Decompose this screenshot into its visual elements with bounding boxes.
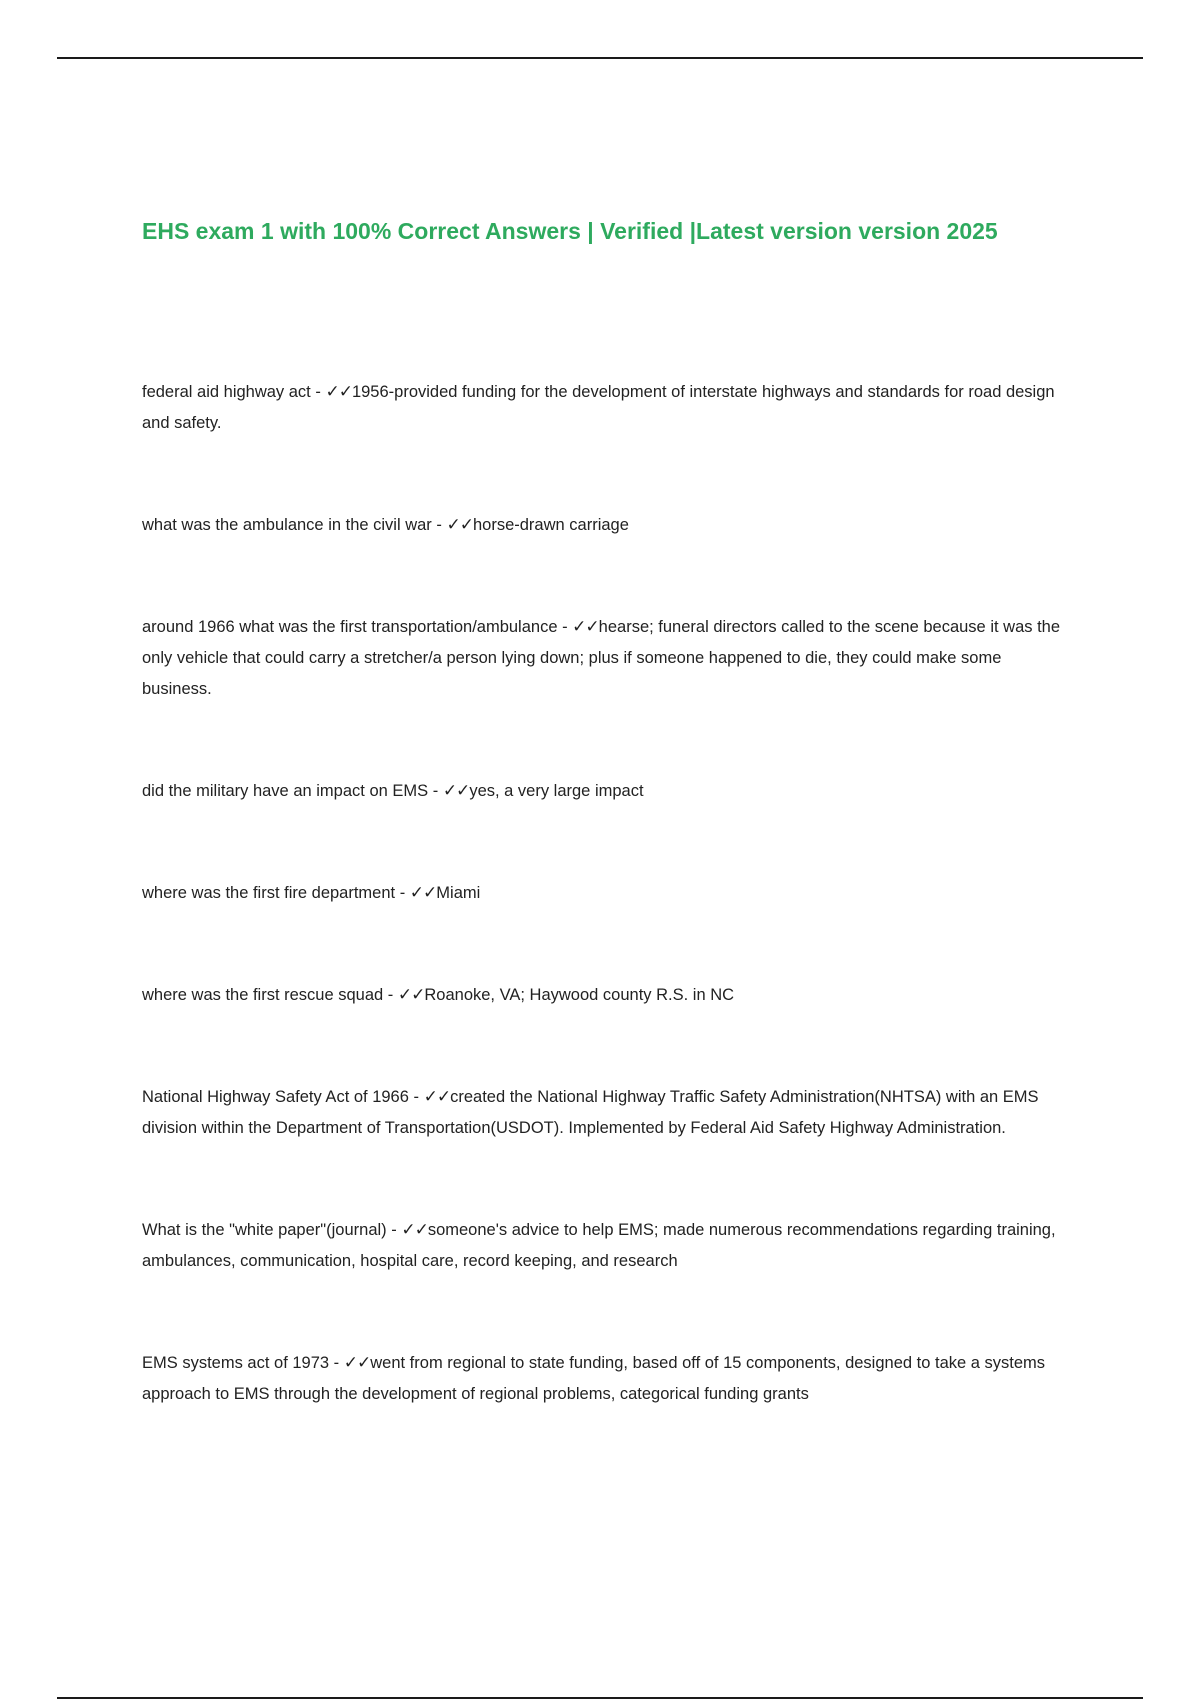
qa-separator: - (408, 1088, 424, 1106)
qa-answer: horse-drawn carriage (472, 516, 629, 534)
qa-answer: Roanoke, VA; Haywood county R.S. in NC (424, 986, 735, 1004)
qa-item (142, 1348, 1072, 1410)
qa-question: did the military have an impact on EMS (142, 782, 429, 800)
qa-answer: someone's advice to help EMS; made numerous recommendations regarding training, ambulances, communication, hospital care, record keeping, and research (142, 1221, 1056, 1270)
qa-answer: Miami (436, 884, 481, 902)
double-check-icon: ✓✓ (397, 985, 425, 1005)
qa-list (142, 377, 1072, 1410)
double-check-icon: ✓✓ (325, 382, 352, 402)
qa-separator: - (383, 986, 398, 1004)
double-check-icon: ✓✓ (409, 883, 437, 903)
double-check-icon: ✓✓ (446, 515, 473, 535)
qa-question: where was the first fire department (142, 884, 396, 902)
qa-item (142, 612, 1072, 705)
qa-separator: - (557, 618, 573, 636)
double-check-icon: ✓✓ (442, 781, 470, 801)
qa-separator: - (395, 884, 410, 902)
qa-item (142, 1082, 1072, 1144)
qa-item (142, 878, 1072, 909)
qa-question: where was the first rescue squad (142, 986, 384, 1004)
qa-separator: - (386, 1221, 402, 1239)
qa-item (142, 377, 1072, 439)
qa-answer: yes, a very large impact (469, 782, 644, 800)
qa-answer: 1956-provided funding for the development of interstate highways and standards for road design and safety. (142, 383, 1055, 432)
qa-separator: - (310, 383, 326, 401)
qa-answer: went from regional to state funding, based off of 15 components, designed to take a systems approach to EMS through the development of regional problems, categorical funding grants (142, 1354, 1046, 1403)
qa-item (142, 980, 1072, 1011)
double-check-icon: ✓✓ (572, 617, 599, 637)
bottom-page-rule (57, 1697, 1143, 1699)
qa-item (142, 510, 1072, 541)
top-page-rule (57, 57, 1143, 59)
qa-question: EMS systems act of 1973 (142, 1354, 330, 1372)
qa-separator: - (428, 782, 443, 800)
qa-separator: - (329, 1354, 344, 1372)
document-title: EHS exam 1 with 100% Correct Answers | Verified |Latest version version 2025 (142, 218, 998, 244)
double-check-icon: ✓✓ (401, 1220, 428, 1240)
qa-separator: - (431, 516, 447, 534)
qa-question: what was the ambulance in the civil war (142, 516, 432, 534)
double-check-icon: ✓✓ (423, 1087, 451, 1107)
double-check-icon: ✓✓ (343, 1353, 371, 1373)
qa-answer: created the National Highway Traffic Safety Administration(NHTSA) with an EMS division within the Department of Transportation(USDOT). Implemented by Federal Aid Safety Highway Administration. (142, 1088, 1039, 1137)
qa-question: federal aid highway act (142, 383, 311, 401)
qa-question: around 1966 what was the first transportation/ambulance (142, 618, 558, 636)
qa-question: What is the "white paper"(journal) (142, 1221, 387, 1239)
qa-answer: hearse; funeral directors called to the scene because it was the only vehicle that could carry a stretcher/a person lying down; plus if someone happened to die, they could make some business. (142, 618, 1061, 698)
qa-item (142, 776, 1072, 807)
qa-question: National Highway Safety Act of 1966 (142, 1088, 409, 1106)
qa-item (142, 1215, 1072, 1277)
